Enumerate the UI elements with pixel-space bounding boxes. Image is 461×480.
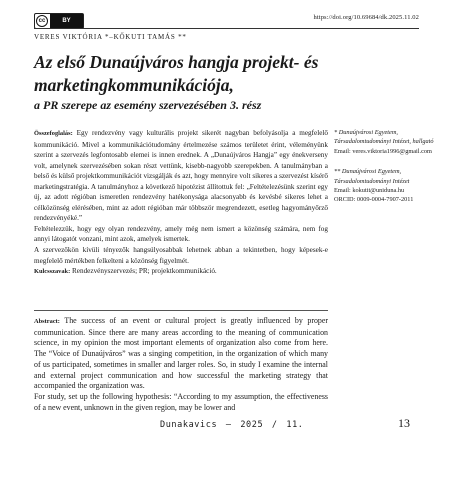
- abstract-label: Abstract:: [34, 318, 60, 325]
- summary-paragraph-2: Feltételezzük, hogy egy olyan rendezvény, amely még nem ismert a közönség számára, nem fog annyi látogatót vonzani, mint azok, amelyek ismertek.: [34, 224, 328, 244]
- authors-line: VERES VIKTÓRIA *–KŐKUTI TAMÁS **: [34, 33, 187, 41]
- summary-paragraph: [34, 128, 328, 224]
- keywords-label: Kulcsszavak:: [34, 268, 71, 276]
- keywords-line: [34, 266, 328, 278]
- keywords-text: Rendezvényszervezés; PR; projektkommunikáció.: [72, 267, 217, 276]
- author2-affiliation: ** Dunaújvárosi Egyetem, Társadalomtudományi Intézet: [334, 168, 410, 185]
- journal-footer: Dunakavics – 2025 / 11.: [160, 420, 304, 430]
- abstract-paragraph-2: For study, set up the following hypothesis: “According to my assumption, the effectiveness of a new event, unknown in the given region, may be lower and: [34, 391, 328, 412]
- article-title: [34, 51, 364, 97]
- summary-label: Összefoglalás:: [34, 130, 73, 137]
- summary-paragraph-3: A szervezőkön kívüli tényezők hangsúlyosabbak lehetnek abban a tekintetben, hogy képesek-e megfelelő mértékben felkelteni a közönség figyelmét.: [34, 246, 328, 265]
- author2-note: [334, 167, 442, 205]
- title-line-1: Az első Dunaújváros hangja projekt- és: [34, 52, 319, 72]
- abstract-text: The success of an event or cultural project is greatly influenced by proper communication. Since there are many areas according to the meaning of communication science, in my opinion the most important elements of organization also come from here. The “Voice of Dunaújváros” was a singing competition, in the organization of which many of us participated, sometimes in smaller and larger roles. So, in study I examine the internal and external project communication and how successful the marketing strategy that accompanied the organization was.: [34, 316, 328, 391]
- author1-email[interactable]: Email: veres.viktoria1996@gmail.com: [334, 147, 432, 155]
- author2-orcid[interactable]: ORCID: 0009-0004-7907-2011: [334, 196, 414, 204]
- author1-note: [334, 128, 442, 156]
- doi-link[interactable]: https://doi.org/10.69684/dk.2025.11.02: [313, 14, 419, 21]
- by-icon: BY: [50, 14, 83, 28]
- header-rule: [34, 28, 419, 29]
- author1-affiliation: * Dunaújvárosi Egyetem, Társadalomtudományi Intézet, hallgató: [334, 129, 434, 146]
- abstract-divider: [34, 310, 328, 311]
- article-subtitle: a PR szerepe az esemény szervezésében 3. rész: [34, 98, 262, 112]
- cc-by-license-badge: [34, 13, 84, 29]
- author-notes: [334, 128, 442, 216]
- cc-icon: cc: [36, 15, 48, 27]
- abstract-paragraph: [34, 316, 328, 392]
- summary-text: Egy rendezvény vagy kulturális projekt sikerét nagyban befolyásolja a megfelelő kommunikáció. Mivel a kommunikációtudomány értelmezése számos területet érint, véleményünk szerint a szervezés legfontosabb elemei is innen erednek. A „Dunaújváros Hangja” egy énekverseny volt, amelynek szervezésében sokan részt vettünk, kisebb-nagyobb szerepekben. A tanulmányban a belső és külső projektkommunikációt vizsgálják és azt, hogy mennyire volt sikeres a szervezést kísérő marketingstratégia. A tanulmányhoz a következő hipotézist állítottuk fel: „Feltételezésünk szerint egy új, az adott régióban ismeretlen rendezvény hatékonysága alacsonyabb és kevésbé sikeres lehet a célközönség elérésében, mint az adott régióban már többször megrendezett, esetleg hagyományőrző rendezvényéké.”: [34, 129, 328, 223]
- summary-section: [34, 128, 328, 278]
- abstract-section: [34, 316, 328, 413]
- page-number: 13: [398, 416, 410, 430]
- author2-email[interactable]: Email: kokutit@uniduna.hu: [334, 187, 405, 195]
- title-line-2: marketingkommunikációja,: [34, 75, 234, 95]
